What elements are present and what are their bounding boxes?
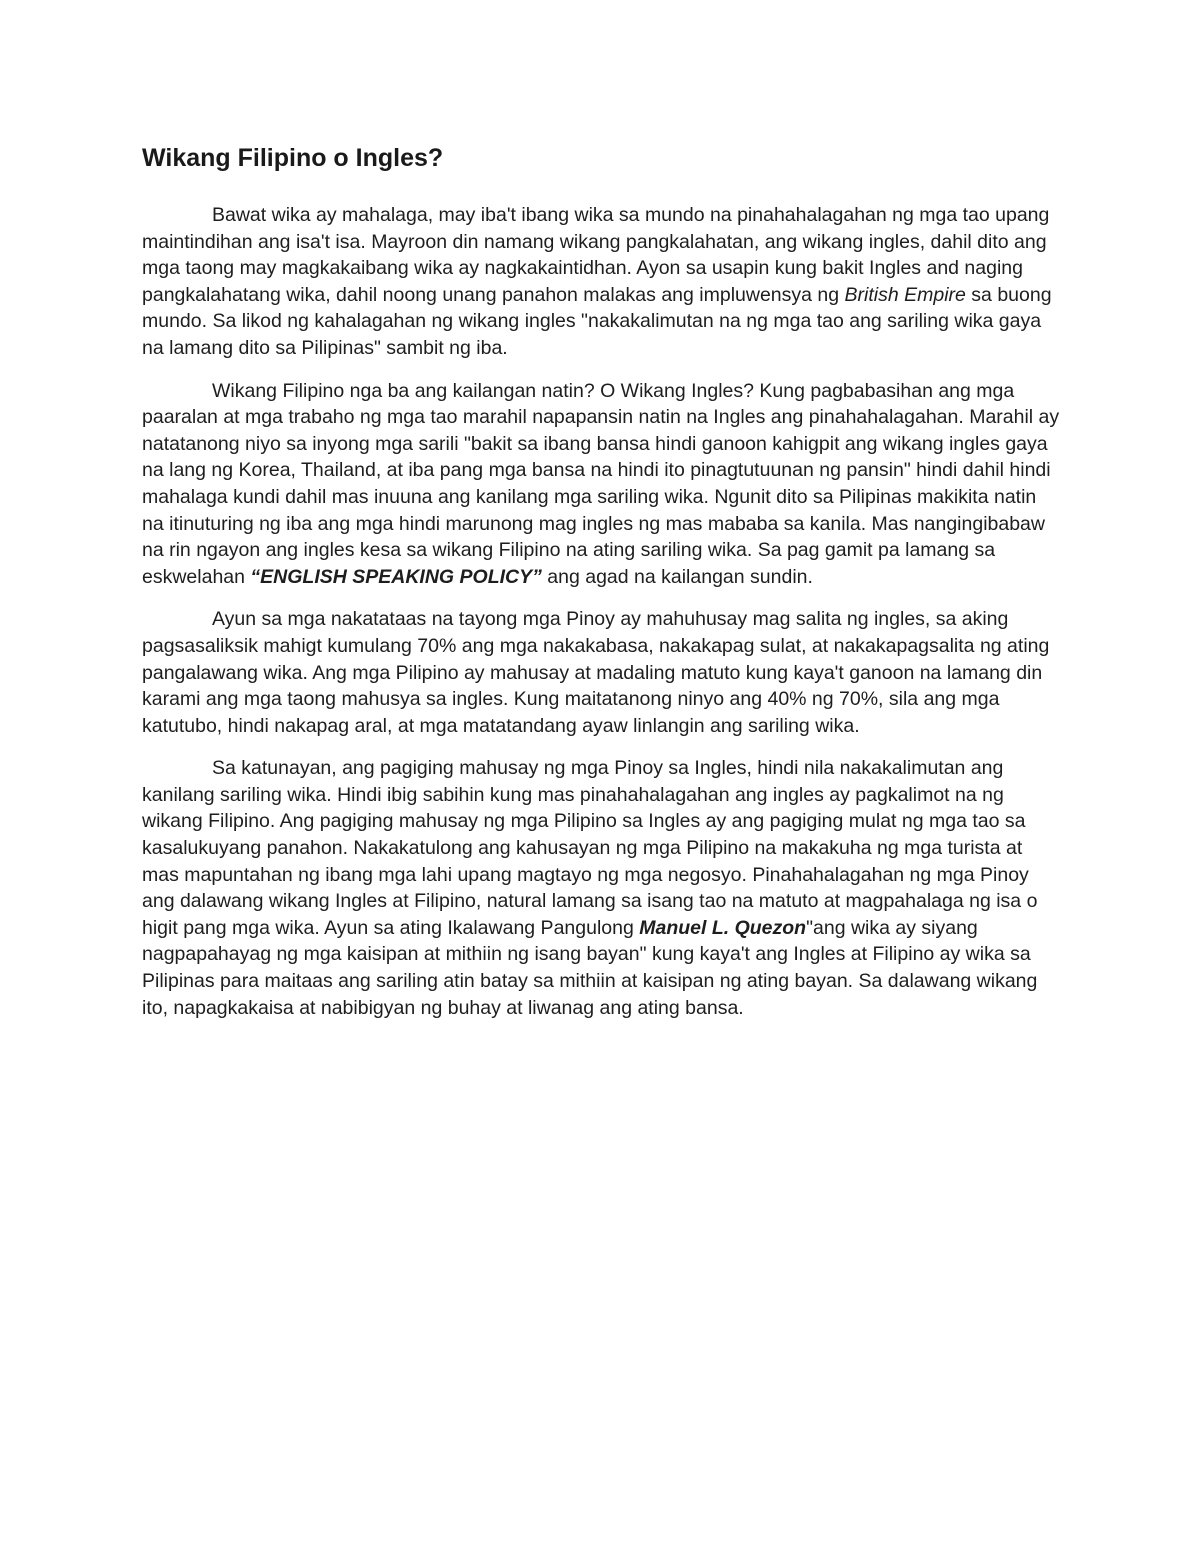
document-page [142, 140, 1062, 1037]
paragraph-3 [142, 606, 1062, 739]
paragraph-4 [142, 755, 1062, 1021]
british-empire-italic: British Empire [844, 283, 966, 306]
paragraph-4-text-b: "ang wika ay siyang nagpapahayag ng mga kaisipan at mithiin ng isang bayan" kung kaya't ang Ingles at Filipino ay wika sa Pilipinas para maitaas ang sariling atin batay sa mithiin at kaisipan ng ating bayan. Sa dalawang wikang ito, napagkakaisa at nabibigyan ng buhay at liwanag ang ating bansa. [142, 916, 1038, 1019]
manuel-quezon-emphasis: Manuel L. Quezon [639, 916, 807, 939]
paragraph-2 [142, 378, 1062, 591]
document-title: Wikang Filipino o Ingles? [142, 144, 444, 172]
paragraph-1 [142, 202, 1062, 362]
paragraph-1-text-a: Bawat wika ay mahalaga, may iba't ibang wika sa mundo na pinahahalagahan ng mga tao upang maintindihan ang isa't isa. Mayroon din namang wikang pangkalahatan, ang wikang ingles, dahil dito ang mga taong may magkakaibang wika ay nagkakaintidhan. Ayon sa usapin kung bakit Ingles and naging pangkalahatang wika, dahil noong unang panahon malakas ang impluwensya ng [142, 204, 1050, 306]
paragraph-3-text: Ayun sa mga nakatataas na tayong mga Pinoy ay mahuhusay mag salita ng ingles, sa aking pagsasaliksik mahigt kumulang 70% ang mga nakakabasa, nakakapag sulat, at nakakapagsalita ng ating pangalawang wika. Ang mga Pilipino ay mahusay at madaling matuto kung kaya't ganoon na lamang din karami ang mga taong mahusya sa ingles. Kung maitatanong ninyo ang 40% ng 70%, sila ang mga katutubo, hindi nakapag aral, at mga matatandang ayaw linlangin ang sariling wika. [142, 608, 1050, 737]
paragraph-1-text-b: sa buong mundo. Sa likod ng kahalagahan ng wikang ingles "nakakalimutan na ng mga tao ang sariling wika gaya na lamang dito sa Pilipinas" sambit ng iba. [142, 283, 1052, 359]
paragraph-2-text-a: Wikang Filipino nga ba ang kailangan natin? O Wikang Ingles? Kung pagbabasihan ang mga paaralan at mga trabaho ng mga tao marahil napapansin natin na Ingles ang pinahahalagahan. Marahil ay natatanong niyo sa inyong mga sarili "bakit sa ibang bansa hindi ganoon kahigpit ang wikang ingles gaya na lang ng Korea, Thailand, at iba pang mga bansa na hindi ito pinagtutuunan ng pansin" hindi dahil hindi mahalaga kundi dahil mas inuuna ang kanilang mga sariling wika. Ngunit dito sa Pilipinas makikita natin na itinuturing ng iba ang mga hindi marunong mag ingles ng mas mababa sa kanila. Mas nangingibabaw na rin ngayon ang ingles kesa sa wikang Filipino na ating sariling wika. Sa pag gamit pa lamang sa eskwelahan [142, 379, 1060, 588]
paragraph-2-text-b: ang agad na kailangan sundin. [541, 565, 813, 588]
paragraph-4-text-a: Sa katunayan, ang pagiging mahusay ng mga Pinoy sa Ingles, hindi nila nakakalimutan ang kanilang sariling wika. Hindi ibig sabihin kung mas pinahahalagahan ang ingles ay pagkalimot na ng wikang Filipino. Ang pagiging mahusay ng mga Pilipino sa Ingles ay ang pagiging mulat ng mga tao sa kasalukuyang panahon. Nakakatulong ang kahusayan ng mga Pilipino na makakuha ng mga turista at mas mapuntahan ng ibang mga lahi upang magtayo ng mga negosyo. Pinahahalagahan ng mga Pinoy ang dalawang wikang Ingles at Filipino, natural lamang sa isang tao na matuto at magpahalaga ng isa o higit pang mga wika. Ayun sa ating Ikalawang Pangulong [142, 757, 1038, 939]
english-speaking-policy-emphasis: “ENGLISH SPEAKING POLICY” [250, 565, 542, 588]
